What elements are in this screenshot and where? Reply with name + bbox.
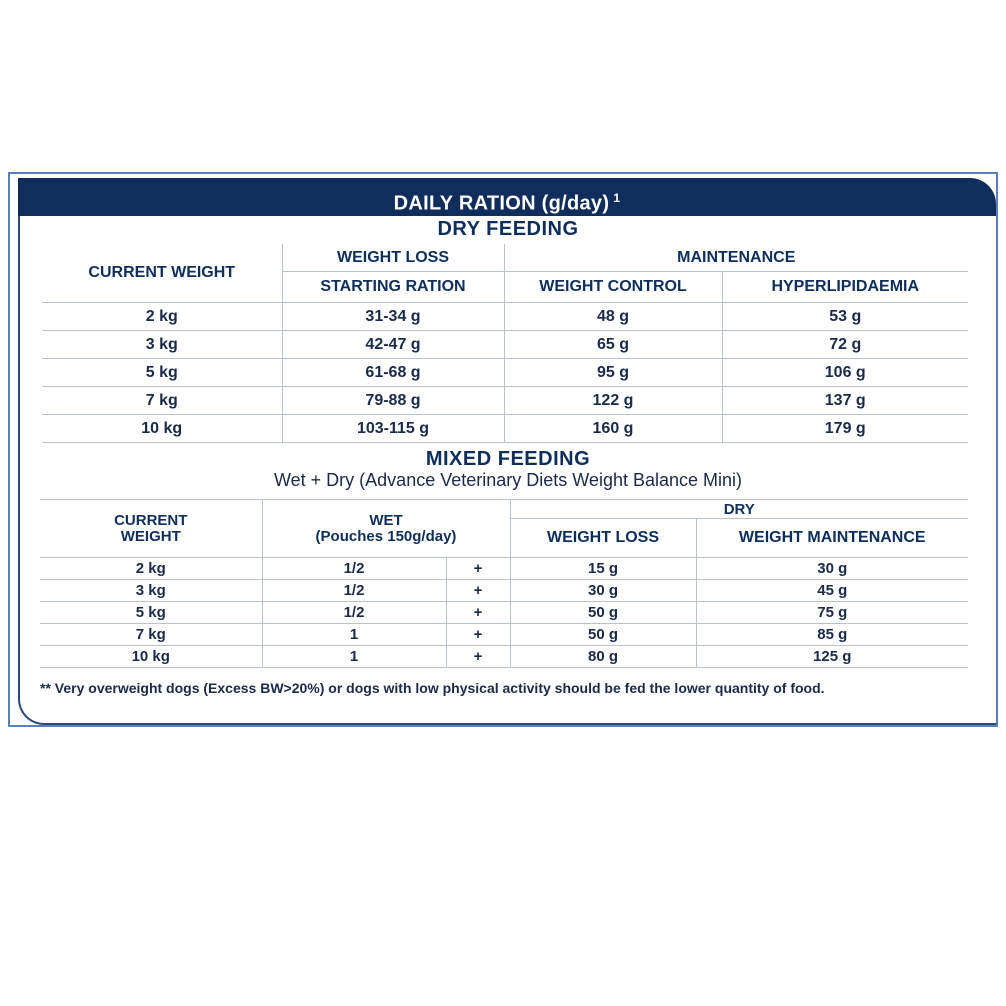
table-row: [42, 303, 968, 331]
cell-weight-maintenance: 75 g: [696, 602, 968, 624]
cell-plus: +: [446, 602, 510, 624]
header-weight: WEIGHT: [120, 527, 181, 545]
cell-weight: 10 kg: [42, 415, 282, 443]
header-hyperlipidaemia: HYPERLIPIDAEMIA: [722, 272, 968, 303]
mixed-feeding-title: MIXED FEEDING: [425, 448, 591, 470]
cell-pouches: 1/2: [262, 602, 446, 624]
cell-weight: 7 kg: [40, 624, 262, 646]
cell-weight-control: 95 g: [504, 359, 722, 387]
cell-plus: +: [446, 646, 510, 668]
cell-hyperlipidaemia: 72 g: [722, 331, 968, 359]
header-current: CURRENT: [114, 511, 188, 529]
table-row: [40, 558, 968, 580]
cell-hyperlipidaemia: 137 g: [722, 387, 968, 415]
cell-plus: +: [446, 558, 510, 580]
cell-pouches: 1/2: [262, 580, 446, 602]
cell-plus: +: [446, 580, 510, 602]
cell-pouches: 1: [262, 624, 446, 646]
cell-weight: 3 kg: [42, 331, 282, 359]
header-weight-loss: WEIGHT LOSS: [282, 244, 504, 272]
cell-weight-maintenance: 85 g: [696, 624, 968, 646]
cell-pouches: 1: [262, 646, 446, 668]
cell-weight: 5 kg: [42, 359, 282, 387]
header-wet-label: WET: [369, 511, 403, 529]
dry-feeding-title: DRY FEEDING: [437, 218, 579, 240]
cell-weight-loss: 50 g: [510, 624, 696, 646]
banner-superscript: 1: [613, 191, 621, 205]
header-starting-ration: STARTING RATION: [282, 272, 504, 303]
header-pouches: (Pouches 150g/day): [315, 527, 457, 545]
cell-pouches: 1/2: [262, 558, 446, 580]
table-row: [40, 580, 968, 602]
cell-weight: 2 kg: [42, 303, 282, 331]
cell-weight-loss: 50 g: [510, 602, 696, 624]
header-current-weight: CURRENT WEIGHT: [42, 244, 282, 303]
header-weight-loss: WEIGHT LOSS: [510, 519, 696, 558]
cell-weight-maintenance: 30 g: [696, 558, 968, 580]
table-row: [40, 602, 968, 624]
cell-weight-loss: 15 g: [510, 558, 696, 580]
cell-weight-control: 65 g: [504, 331, 722, 359]
header-weight-maintenance: WEIGHT MAINTENANCE: [696, 519, 968, 558]
header-weight-control: WEIGHT CONTROL: [504, 272, 722, 303]
cell-weight-maintenance: 125 g: [696, 646, 968, 668]
cell-starting-ration: 103-115 g: [282, 415, 504, 443]
table-row: [40, 624, 968, 646]
ration-panel: [8, 172, 998, 727]
footnote: ** Very overweight dogs (Excess BW>20%) or dogs with low physical activity should be fed the lower quantity of food.: [40, 680, 825, 696]
cell-starting-ration: 79-88 g: [282, 387, 504, 415]
mixed-feeding-table: [40, 499, 968, 668]
cell-weight-control: 122 g: [504, 387, 722, 415]
table-row: [42, 415, 968, 443]
dry-feeding-table: [42, 244, 968, 443]
cell-hyperlipidaemia: 53 g: [722, 303, 968, 331]
header-maintenance: MAINTENANCE: [504, 244, 968, 272]
table-row: [42, 359, 968, 387]
daily-ration-banner: [18, 178, 996, 216]
cell-weight: 5 kg: [40, 602, 262, 624]
header-dry: DRY: [510, 500, 968, 519]
cell-hyperlipidaemia: 179 g: [722, 415, 968, 443]
cell-hyperlipidaemia: 106 g: [722, 359, 968, 387]
cell-starting-ration: 42-47 g: [282, 331, 504, 359]
cell-weight-loss: 80 g: [510, 646, 696, 668]
cell-weight-loss: 30 g: [510, 580, 696, 602]
table-row: [42, 387, 968, 415]
header-current-weight: [40, 500, 262, 558]
header-wet: [262, 500, 510, 558]
table-row: [42, 331, 968, 359]
cell-starting-ration: 61-68 g: [282, 359, 504, 387]
cell-weight: 7 kg: [42, 387, 282, 415]
table-row: [40, 646, 968, 668]
cell-weight: 10 kg: [40, 646, 262, 668]
cell-weight: 3 kg: [40, 580, 262, 602]
cell-starting-ration: 31-34 g: [282, 303, 504, 331]
cell-weight-maintenance: 45 g: [696, 580, 968, 602]
banner-title: DAILY RATION (g/day): [393, 192, 610, 215]
cell-weight: 2 kg: [40, 558, 262, 580]
mixed-feeding-subtitle: Wet + Dry (Advance Veterinary Diets Weight Balance Mini): [273, 470, 743, 490]
cell-plus: +: [446, 624, 510, 646]
cell-weight-control: 48 g: [504, 303, 722, 331]
cell-weight-control: 160 g: [504, 415, 722, 443]
